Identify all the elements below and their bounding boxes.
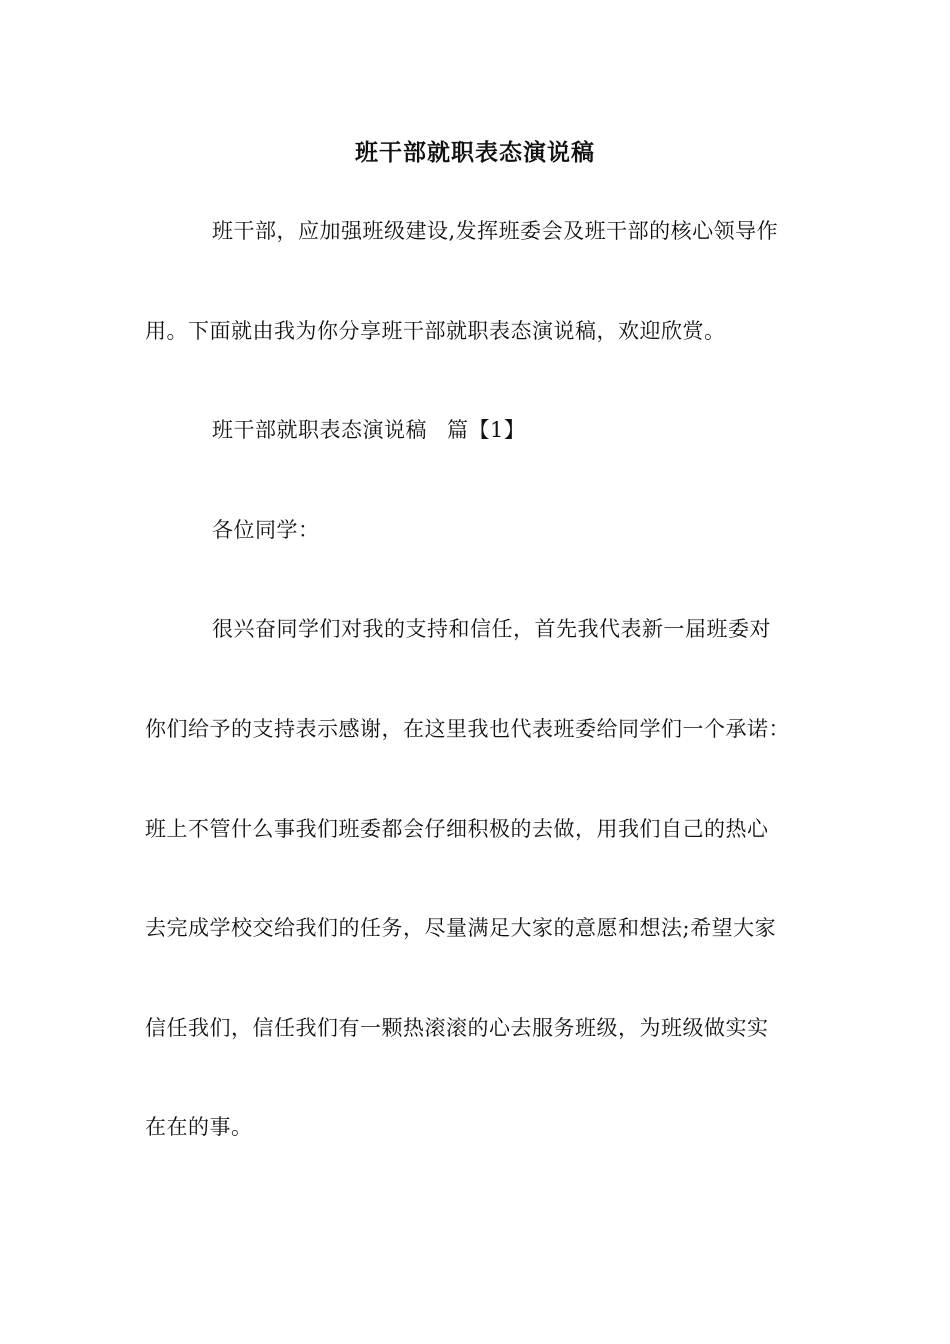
section-heading-title: 班干部就职表态演说稿	[212, 418, 427, 442]
body-line: 班上不管什么事我们班委都会仔细积极的去做，用我们自己的热心	[145, 817, 769, 841]
body-line: 你们给予的支持表示感谢，在这里我也代表班委给同学们一个承诺：	[145, 717, 790, 741]
section-heading-label: 篇【1】	[447, 418, 526, 442]
body-line: 去完成学校交给我们的任务，尽量满足大家的意愿和想法;希望大家	[145, 916, 777, 940]
salutation: 各位同学：	[212, 518, 320, 542]
intro-line-1: 班干部，应加强班级建设,发挥班委会及班干部的核心领导作	[212, 219, 779, 243]
body-line: 很兴奋同学们对我的支持和信任，首先我代表新一届班委对	[212, 617, 771, 641]
section-heading	[212, 415, 525, 445]
intro-line-2: 用。下面就由我为你分享班干部就职表态演说稿，欢迎欣赏。	[145, 319, 726, 343]
body-line: 信任我们，信任我们有一颗热滚滚的心去服务班级，为班级做实实	[145, 1016, 769, 1040]
document-title: 班干部就职表态演说稿	[355, 139, 595, 166]
body-line: 在在的事。	[145, 1115, 253, 1139]
